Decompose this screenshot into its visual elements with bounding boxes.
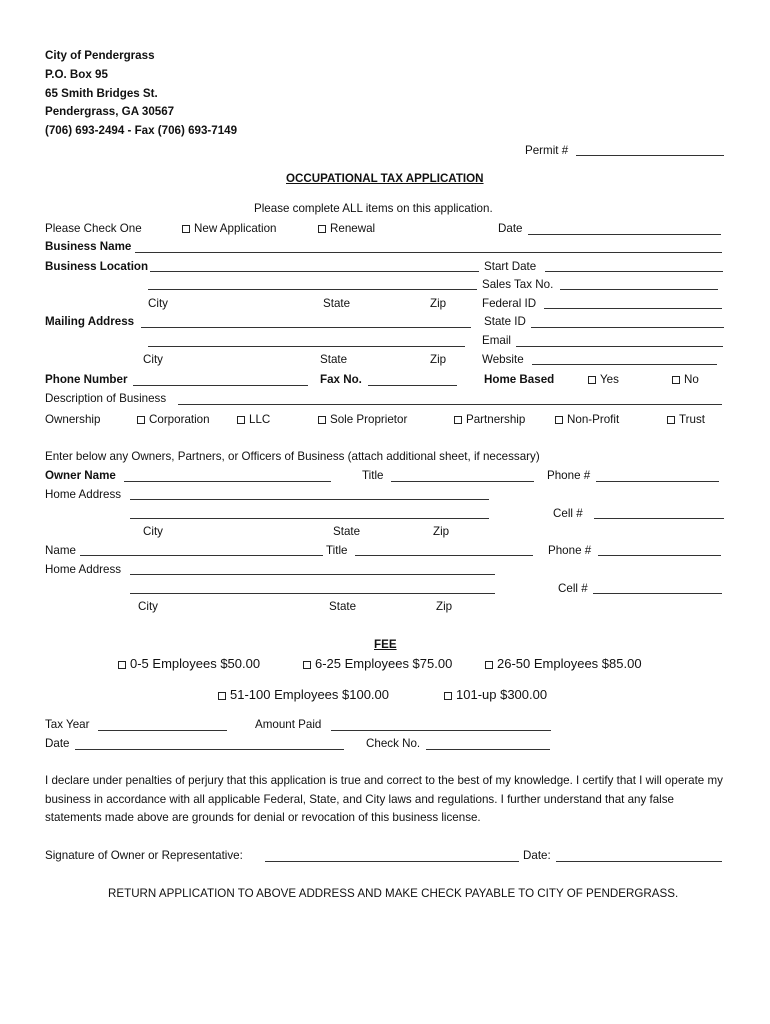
signature-date-label: Date: xyxy=(523,849,551,862)
mailing-address-label: Mailing Address xyxy=(45,315,135,328)
amount-paid-label: Amount Paid xyxy=(255,718,322,731)
mailing-address-line2[interactable] xyxy=(148,346,465,347)
owner2-phone-field[interactable] xyxy=(598,555,721,556)
owner2-state-caption: State xyxy=(329,600,357,613)
po-box: P.O. Box 95 xyxy=(45,68,108,81)
street-address: 65 Smith Bridges St. xyxy=(45,87,158,100)
payment-date-label: Date xyxy=(45,737,70,750)
fee-option-26-50[interactable] xyxy=(485,657,642,671)
start-date-field[interactable] xyxy=(545,271,723,272)
renewal-option[interactable] xyxy=(318,222,375,236)
ownership-sole-proprietor[interactable] xyxy=(318,413,407,427)
fee-0-5-checkbox[interactable] xyxy=(118,661,126,669)
check-one-label: Please Check One xyxy=(45,222,142,235)
owner-name-label: Owner Name xyxy=(45,469,116,482)
non-profit-checkbox[interactable] xyxy=(555,416,563,424)
owner-name-field[interactable] xyxy=(124,481,331,482)
tax-year-label: Tax Year xyxy=(45,718,90,731)
owner2-title-label: Title xyxy=(326,544,348,557)
description-field[interactable] xyxy=(178,404,722,405)
fee-51-100-label: 51-100 Employees $100.00 xyxy=(230,687,390,702)
signature-date-field[interactable] xyxy=(556,861,722,862)
owner1-zip-caption: Zip xyxy=(433,525,450,538)
business-name-field[interactable] xyxy=(135,252,722,253)
owner2-city-caption: City xyxy=(138,600,158,613)
owner2-zip-caption: Zip xyxy=(436,600,453,613)
home-based-yes-option[interactable] xyxy=(588,373,619,387)
fee-option-101-up[interactable] xyxy=(444,688,547,702)
fax-field[interactable] xyxy=(368,385,457,386)
owner1-home-address-label: Home Address xyxy=(45,488,122,501)
mailing-address-field[interactable] xyxy=(141,327,471,328)
phone-number-label: Phone Number xyxy=(45,373,128,386)
partnership-checkbox[interactable] xyxy=(454,416,462,424)
ownership-trust[interactable] xyxy=(667,413,705,427)
location-city-caption: City xyxy=(148,297,168,310)
fax-label: Fax No. xyxy=(320,373,362,386)
owner1-cell-field[interactable] xyxy=(594,518,724,519)
state-id-label: State ID xyxy=(484,315,526,328)
non-profit-label: Non-Profit xyxy=(567,413,620,426)
owner2-home-address-line2[interactable] xyxy=(130,593,495,594)
amount-paid-field[interactable] xyxy=(331,730,551,731)
owner1-title-label: Title xyxy=(362,469,384,482)
ownership-llc[interactable] xyxy=(237,413,270,427)
fee-101-up-label: 101-up $300.00 xyxy=(456,687,548,702)
home-based-no-label: No xyxy=(684,373,699,386)
home-based-yes-checkbox[interactable] xyxy=(588,376,596,384)
state-id-field[interactable] xyxy=(531,327,724,328)
fee-option-6-25[interactable] xyxy=(303,657,452,671)
sole-proprietor-label: Sole Proprietor xyxy=(330,413,408,426)
form-title: OCCUPATIONAL TAX APPLICATION xyxy=(286,172,484,185)
phone-number-field[interactable] xyxy=(133,385,308,386)
email-label: Email xyxy=(482,334,511,347)
org-name: City of Pendergrass xyxy=(45,49,155,62)
renewal-checkbox[interactable] xyxy=(318,225,326,233)
fee-option-0-5[interactable] xyxy=(118,657,260,671)
instructions: Please complete ALL items on this application. xyxy=(254,202,493,215)
renewal-label: Renewal xyxy=(330,222,376,235)
new-application-checkbox[interactable] xyxy=(182,225,190,233)
corporation-checkbox[interactable] xyxy=(137,416,145,424)
home-based-label: Home Based xyxy=(484,373,555,386)
home-based-no-checkbox[interactable] xyxy=(672,376,680,384)
owner2-name-field[interactable] xyxy=(80,555,323,556)
ownership-non-profit[interactable] xyxy=(555,413,619,427)
description-label: Description of Business xyxy=(45,392,167,405)
ownership-corporation[interactable] xyxy=(137,413,210,427)
owner2-name-label: Name xyxy=(45,544,76,557)
fee-option-51-100[interactable] xyxy=(218,688,389,702)
signature-label: Signature of Owner or Representative: xyxy=(45,849,243,862)
location-zip-caption: Zip xyxy=(430,297,447,310)
fee-heading: FEE xyxy=(374,638,397,651)
check-no-label: Check No. xyxy=(366,737,421,750)
location-state-caption: State xyxy=(323,297,351,310)
fee-26-50-label: 26-50 Employees $85.00 xyxy=(497,656,642,671)
fee-6-25-label: 6-25 Employees $75.00 xyxy=(315,656,453,671)
sole-proprietor-checkbox[interactable] xyxy=(318,416,326,424)
owner2-cell-field[interactable] xyxy=(593,593,722,594)
website-label: Website xyxy=(482,353,524,366)
owners-intro: Enter below any Owners, Partners, or Officers of Business (attach additional sheet, if necessary) xyxy=(45,450,540,463)
corporation-label: Corporation xyxy=(149,413,210,426)
phone-fax: (706) 693-2494 - Fax (706) 693-7149 xyxy=(45,124,238,137)
mailing-state-caption: State xyxy=(320,353,348,366)
federal-id-label: Federal ID xyxy=(482,297,537,310)
owner1-state-caption: State xyxy=(333,525,361,538)
tax-year-field[interactable] xyxy=(98,730,227,731)
sales-tax-label: Sales Tax No. xyxy=(482,278,554,291)
owner1-city-caption: City xyxy=(143,525,163,538)
owner1-home-address-field[interactable] xyxy=(130,499,489,500)
llc-checkbox[interactable] xyxy=(237,416,245,424)
trust-checkbox[interactable] xyxy=(667,416,675,424)
fee-6-25-checkbox[interactable] xyxy=(303,661,311,669)
new-application-label: New Application xyxy=(194,222,277,235)
owner1-cell-label: Cell # xyxy=(553,507,583,520)
new-application-option[interactable] xyxy=(182,222,277,236)
owner2-phone-label: Phone # xyxy=(548,544,592,557)
permit-field[interactable] xyxy=(576,155,724,156)
ownership-partnership[interactable] xyxy=(454,413,525,427)
start-date-label: Start Date xyxy=(484,260,537,273)
email-field[interactable] xyxy=(516,346,723,347)
fee-26-50-checkbox[interactable] xyxy=(485,661,493,669)
owner1-title-field[interactable] xyxy=(391,481,534,482)
business-name-label: Business Name xyxy=(45,240,132,253)
fee-101-up-checkbox[interactable] xyxy=(444,692,452,700)
home-based-no-option[interactable] xyxy=(672,373,699,387)
fee-51-100-checkbox[interactable] xyxy=(218,692,226,700)
owner2-home-address-label: Home Address xyxy=(45,563,122,576)
check-no-field[interactable] xyxy=(426,749,550,750)
owner1-phone-field[interactable] xyxy=(596,481,719,482)
mailing-zip-caption: Zip xyxy=(430,353,447,366)
owner2-cell-label: Cell # xyxy=(558,582,588,595)
business-location-field[interactable] xyxy=(150,271,479,272)
signature-field[interactable] xyxy=(265,861,519,862)
city-state-zip: Pendergrass, GA 30567 xyxy=(45,105,175,118)
declaration-text: I declare under penalties of perjury that this application is true and correct to the best of my knowledge. I certify that I will operate my business in accordance with all applicable Federal, State, and City laws and regulations. I further understand that any false statements made above are grounds for denial or revocation of this business license. xyxy=(45,774,723,825)
business-location-label: Business Location xyxy=(45,260,149,273)
llc-label: LLC xyxy=(249,413,271,426)
footer-instructions: RETURN APPLICATION TO ABOVE ADDRESS AND MAKE CHECK PAYABLE TO CITY OF PENDERGRASS. xyxy=(108,887,679,900)
owner1-home-address-line2[interactable] xyxy=(130,518,489,519)
payment-date-field[interactable] xyxy=(75,749,344,750)
owner1-phone-label: Phone # xyxy=(547,469,591,482)
home-based-yes-label: Yes xyxy=(600,373,619,386)
sales-tax-field[interactable] xyxy=(560,289,718,290)
business-location-line2[interactable] xyxy=(148,289,477,290)
ownership-label: Ownership xyxy=(45,413,101,426)
fee-0-5-label: 0-5 Employees $50.00 xyxy=(130,656,261,671)
website-field[interactable] xyxy=(532,364,717,365)
owner2-home-address-field[interactable] xyxy=(130,574,495,575)
date-field[interactable] xyxy=(528,234,721,235)
federal-id-field[interactable] xyxy=(544,308,722,309)
trust-label: Trust xyxy=(679,413,705,426)
date-label: Date xyxy=(498,222,523,235)
owner2-title-field[interactable] xyxy=(355,555,533,556)
permit-label: Permit # xyxy=(525,144,569,157)
mailing-city-caption: City xyxy=(143,353,163,366)
partnership-label: Partnership xyxy=(466,413,526,426)
